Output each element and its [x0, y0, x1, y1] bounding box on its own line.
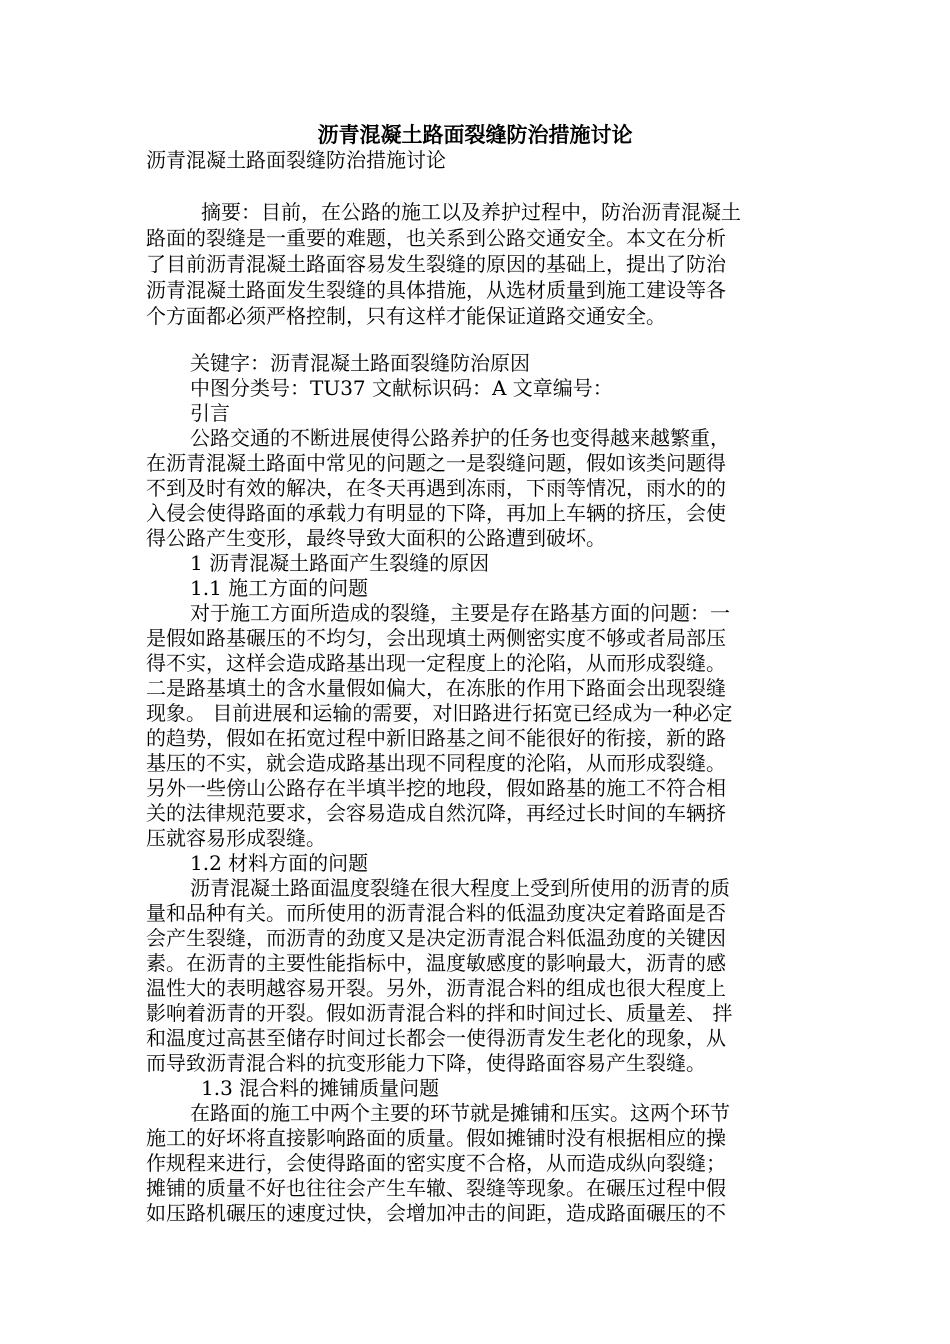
body-line: 温性大的表明越容易开裂。另外，沥青混合料的组成也很大程度上 [146, 976, 726, 1000]
abstract-line: 了目前沥青混凝土路面容易发生裂缝的原因的基础上，提出了防治 [146, 252, 726, 276]
body-line: 摊铺的质量不好也往往会产生车辙、裂缝等现象。在碾压过程中假 [146, 1176, 726, 1200]
classification-line: 中图分类号：TU37 文献标识码：A 文章编号： [190, 376, 613, 400]
body-line: 量和品种有关。而所使用的沥青混合料的低温劲度决定着路面是否 [146, 901, 726, 925]
abstract-line: 个方面都必须严格控制，只有这样才能保证道路交通安全。 [146, 304, 666, 328]
body-line: 另外一些傍山公路存在半填半挖的地段，假如路基的施工不符合相 [146, 776, 726, 800]
body-line: 作规程来进行，会使得路面的密实度不合格，从而造成纵向裂缝； [146, 1151, 726, 1175]
body-line: 施工的好坏将直接影响路面的质量。假如摊铺时没有根据相应的操 [146, 1126, 726, 1150]
body-line: 和温度过高甚至储存时间过长都会一使得沥青发生老化的现象，从 [146, 1026, 726, 1050]
abstract-line: 沥青混凝土路面发生裂缝的具体措施，从选材质量到施工建设等各 [146, 278, 726, 302]
body-line: 会产生裂缝，而沥青的劲度又是决定沥青混合料低温劲度的关键因 [146, 926, 726, 950]
subsection-heading: 1.1 施工方面的问题 [190, 576, 369, 600]
body-line: 关的法律规范要求，会容易造成自然沉降，再经过长时间的车辆挤 [146, 801, 726, 825]
body-line: 入侵会使得路面的承载力有明显的下降，再加上车辆的挤压，会使 [146, 501, 726, 525]
body-line: 现象。 目前进展和运输的需要，对旧路进行拓宽已经成为一种必定 [146, 701, 733, 725]
section-heading: 引言 [190, 401, 230, 425]
subtitle-line: 沥青混凝土路面裂缝防治措施讨论 [146, 148, 446, 172]
body-line: 影响着沥青的开裂。假如沥青混合料的拌和时间过长、质量差、 拌 [146, 1001, 733, 1025]
abstract-line: 摘要：目前，在公路的施工以及养护过程中，防治沥青混凝土 [201, 200, 741, 224]
body-line: 在沥青混凝土路面中常见的问题之一是裂缝问题，假如该类问题得 [146, 451, 726, 475]
body-line: 素。在沥青的主要性能指标中，温度敏感度的影响最大，沥青的感 [146, 951, 726, 975]
body-line: 的趋势，假如在拓宽过程中新旧路基之间不能很好的衔接，新的路 [146, 726, 726, 750]
body-line: 是假如路基碾压的不均匀，会出现填土两侧密实度不够或者局部压 [146, 626, 726, 650]
body-line: 得公路产生变形，最终导致大面积的公路遭到破坏。 [146, 526, 606, 550]
body-line: 沥青混凝土路面温度裂缝在很大程度上受到所使用的沥青的质 [190, 876, 730, 900]
body-line: 二是路基填土的含水量假如偏大，在冻胀的作用下路面会出现裂缝 [146, 676, 726, 700]
body-line: 压就容易形成裂缝。 [146, 826, 326, 850]
keywords-line: 关键字：沥青混凝土路面裂缝防治原因 [190, 351, 530, 375]
body-line: 不到及时有效的解决，在冬天再遇到冻雨，下雨等情况，雨水的的 [146, 476, 726, 500]
subsection-heading: 1.2 材料方面的问题 [190, 851, 369, 875]
subsection-heading: 1.3 混合料的摊铺质量问题 [201, 1076, 440, 1100]
body-line: 在路面的施工中两个主要的环节就是摊铺和压实。这两个环节 [190, 1101, 730, 1125]
body-line: 公路交通的不断进展使得公路养护的任务也变得越来越繁重， [190, 426, 730, 450]
section-heading: 1 沥青混凝土路面产生裂缝的原因 [190, 551, 490, 575]
body-line: 对于施工方面所造成的裂缝，主要是存在路基方面的问题：一 [190, 601, 730, 625]
abstract-line: 路面的裂缝是一重要的难题，也关系到公路交通安全。本文在分析 [146, 226, 726, 250]
document-title: 沥青混凝土路面裂缝防治措施讨论 [317, 122, 633, 147]
body-line: 如压路机碾压的速度过快，会增加冲击的间距，造成路面碾压的不 [146, 1201, 726, 1225]
body-line: 基压的不实，就会造成路基出现不同程度的沦陷，从而形成裂缝。 [146, 751, 726, 775]
body-line: 得不实，这样会造成路基出现一定程度上的沦陷，从而形成裂缝。 [146, 651, 726, 675]
body-line: 而导致沥青混合料的抗变形能力下降，使得路面容易产生裂缝。 [146, 1051, 706, 1075]
